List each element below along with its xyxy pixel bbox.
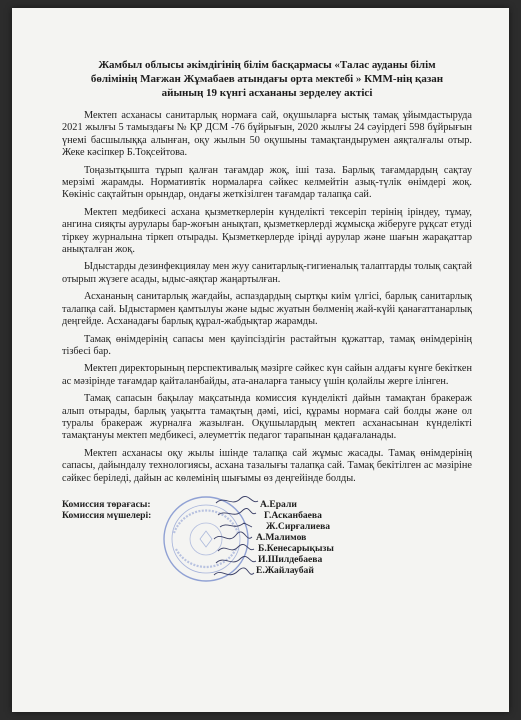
paragraph: Ыдыстарды дезинфекциялау мен жуу санитарлық-гигиеналық талаптарды толық сақтай отырып жүзеге асады, ыдыс-аяқтар жаңартылған. <box>62 261 472 285</box>
commission-chair-label: Комиссия төрағасы: <box>62 498 151 510</box>
title-line: бөлімінің Мағжан Жұмабаев атындағы орта мектебі » КММ-нің қазан <box>90 73 444 85</box>
paragraph: Тамақ сапасын бақылау мақсатында комиссия күнделікті дайын тамақтан бракераж алып отырады, барлық уақытта тамақтың дәмі, иісі, құрамы нормаға сай болды және ол туралы бракераж журналға жазылған. Оқушылардың мектеп асханасынан күнделікті тамақтануы мектеп медбикесі, әлеуметтік педагог тарапынан қадағаланады. <box>62 393 472 442</box>
commission-member: А.Малимов <box>256 531 307 543</box>
commission-member: Ж.Сирғалиева <box>266 520 331 532</box>
commission-members-list <box>222 499 334 576</box>
paragraph: Асхананың санитарлық жағдайы, аспаздардың сыртқы киім үлгісі, барлық санитарлық талапқа сай. Ыдыстармен қамтылуы және ыдыс жуатын бөлменің жай-күйі қанағаттанарлық деңгейде. Асханадағы барлық құрал-жабдықтар жарамды. <box>62 291 472 328</box>
document-body <box>62 58 472 619</box>
commission-members-label: Комиссия мүшелері: <box>62 509 152 521</box>
commission-member: Б.Кенесарықызы <box>258 542 334 554</box>
paragraph: Мектеп асханасы санитарлық нормаға сай, оқушыларға ыстық тамақ ұйымдастыруда 2021 жылғы 5 тамыздағы № ҚР ДСМ -76 бұйрығын, 2020 жылғы 24 сәуірдегі 598 бұйрығын үнемі басшылыққа алынған, оқу жылын 50 оқушыны тамақтандырумен аяқталғалы отыр. Жеке кәсіпкер Б.Тоқсейтова. <box>62 110 472 159</box>
title-line: айының 19 күнгі асхананы зерделеу актісі <box>161 87 373 99</box>
commission-member: Е.Жайлаубай <box>256 564 314 576</box>
document-title <box>62 58 472 100</box>
paragraph: Мектеп асханасы оқу жылы ішінде талапқа сай жұмыс жасады. Тамақ өнімдерінің сапасы, дайындалу технологиясы, асхана тазалығы талапқа сай. Тамақ бекітілген ас мәзіріне сәйкес беріледі, дайын ас көлемінің шығымы өз деңгейінде болды. <box>62 447 472 484</box>
title-line: Жамбыл облысы әкімдігінің білім басқармасы «Талас ауданы білім <box>98 59 436 71</box>
paragraph: Тамақ өнімдерінің сапасы мен қауіпсіздігін растайтын құжаттар, тамақ өнімдерінің тізбесі бар. <box>62 333 472 357</box>
paragraph: Тоңазытқышта тұрып қалған тағамдар жоқ, іші таза. Барлық тағамдардың сақтау мерзімі жарамды. Нормативтік нормаларға сәйкес келмейтін азық-түлік өнімдері жоқ. Көкініс сақтайтын орындар, ондағы жеткізілген тағамдар талапқа сай. <box>62 164 472 201</box>
commission-member: Г.Асканбаева <box>264 509 322 521</box>
commission-block <box>62 499 472 619</box>
commission-member: И.Шилдебаева <box>258 553 323 565</box>
paragraph: Мектеп директорының перспективалық мәзірге сәйкес күн сайын алдағы күнге бекіткен ас мәзірінде тағамдар қайталанбайды, ата-аналарға танысу үшін қолайлы жерге ілінген. <box>62 363 472 387</box>
paragraph: Мектеп медбикесі асхана қызметкерлерін күнделікті тексеріп терінің іріндеу, тұмау, ангина сияқты аурулары бар-жоғын анықтап, қызметкерлерді жұмысқа жіберуге рұқсат етуді тіркеу журналына тіркеп отырады. Қызметкерлерде іріңді аурулар және шағын жарақаттар анықталған жоқ. <box>62 206 472 256</box>
document-page <box>12 8 509 712</box>
commission-member: А.Ерали <box>260 498 297 510</box>
